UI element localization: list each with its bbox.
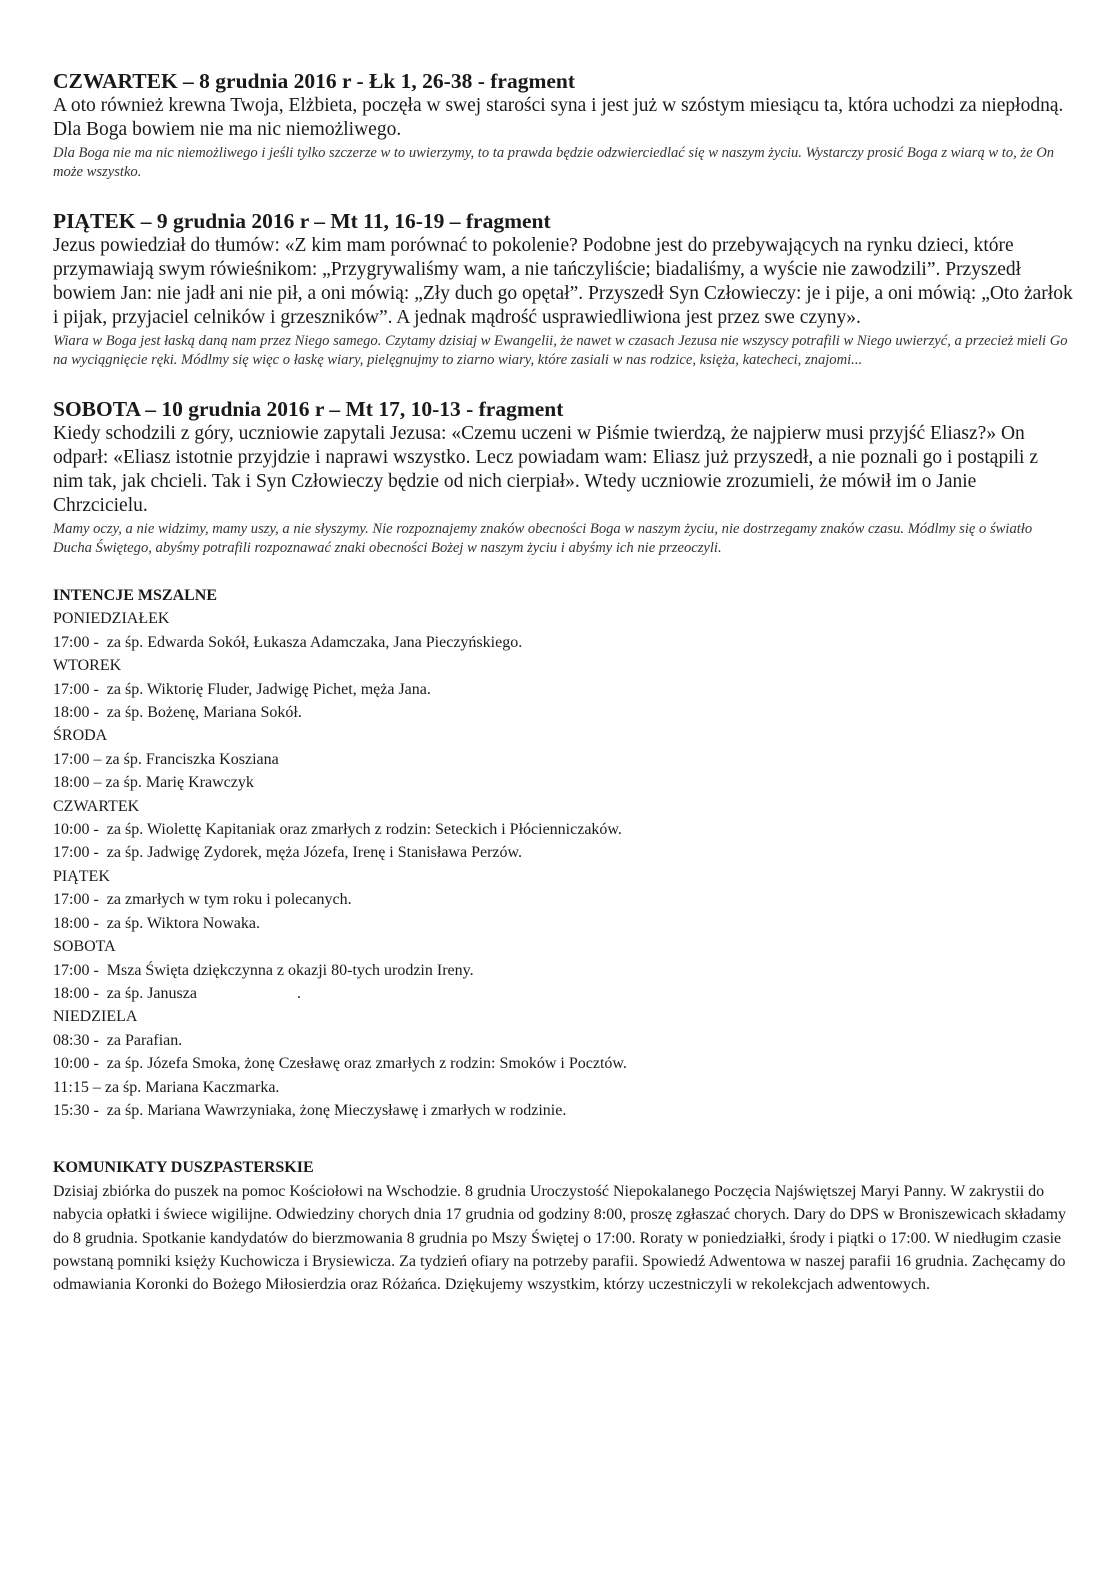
list-item: 08:30 - za Parafian. [53,1031,183,1049]
list-item: PONIEDZIAŁEK [53,610,170,628]
list-item: 18:00 - za śp. Janusza . [53,984,301,1002]
reflection-text: Dla Boga nie ma nic niemożliwego i jeśli tylko szczerze w to uwierzymy, to ta prawda będzie odzwierciedlać się w naszym życiu. Wystarczy prosić Boga z wiarą w to, że On może wszystko. [53,145,1055,180]
list-item: 18:00 - za śp. Bożenę, Mariana Sokół. [53,704,302,722]
list-item: 17:00 – za śp. Franciszka Kosziana [53,750,279,768]
reading-title: PIĄTEK – 9 grudnia 2016 r – Mt 11, 16-19 – fragment [53,209,551,233]
reflection-text: Wiara w Boga jest łaską daną nam przez Niego samego. Czytamy dzisiaj w Ewangelii, że nawet w czasach Jezusa nie wszyscy potrafili w Niego uwierzyć, a przecież mieli Go na wyciągnięcie ręki. Módlmy się więc o łaskę wiary, pielęgnujmy to ziarno wiary, które zasiali w nas rodzice, księża, katecheci, znajomi... [53,333,1068,368]
list-item: 15:30 - za śp. Mariana Wawrzyniaka, żonę Mieczysławę i zmarłych w rodzinie. [53,1101,567,1119]
list-item: PIĄTEK [53,867,110,885]
reading-saturday [53,396,1073,558]
reading-thursday [53,68,1073,182]
list-item: 18:00 – za śp. Marię Krawczyk [53,774,254,792]
list-item: NIEDZIELA [53,1008,138,1026]
mass-intentions-title: INTENCJE MSZALNE [53,587,218,604]
pastoral-announcements [53,1156,1073,1296]
reading-title: SOBOTA – 10 grudnia 2016 r – Mt 17, 10-13 - fragment [53,397,564,421]
reading-friday [53,208,1073,370]
announcements-title: KOMUNIKATY DUSZPASTERSKIE [53,1159,314,1177]
list-item: 17:00 - Msza Święta dziękczynna z okazji 80-tych urodzin Ireny. [53,961,474,979]
reflection-text: Mamy oczy, a nie widzimy, mamy uszy, a nie słyszymy. Nie rozpoznajemy znaków obecności Boga w naszym życiu, nie dostrzegamy znaków czasu. Módlmy się o światło Ducha Świętego, abyśmy potrafili rozpoznawać znaki obecności Bożej w naszym życiu i abyśmy ich nie przeoczyli. [53,521,1033,556]
list-item: SOBOTA [53,938,116,956]
list-item: WTOREK [53,657,122,675]
mass-intentions [53,584,1073,1122]
list-item: 17:00 - za śp. Wiktorię Fluder, Jadwigę Pichet, męża Jana. [53,680,431,698]
list-item: 17:00 - za zmarłych w tym roku i polecanych. [53,891,352,909]
list-item: 10:00 - za śp. Józefa Smoka, żonę Czesławę oraz zmarłych z rodzin: Smoków i Pocztów. [53,1055,627,1073]
reading-title: CZWARTEK – 8 grudnia 2016 r - Łk 1, 26-38 - fragment [53,69,576,93]
gospel-text: Kiedy schodzili z góry, uczniowie zapytali Jezusa: «Czemu uczeni w Piśmie twierdzą, że najpierw musi przyjść Eliasz?» On odparł: «Eliasz istotnie przyjdzie i naprawi wszystko. Lecz powiadam wam: Eliasz już przyszedł, a nie poznali go i postąpili z nim tak, jak chcieli. Tak i Syn Człowieczy będzie od nich cierpiał». Wtedy uczniowie zrozumieli, że mówił im o Janie Chrzcicielu. [53,423,1038,516]
list-item: 10:00 - za śp. Wiolettę Kapitaniak oraz zmarłych z rodzin: Seteckich i Płócienniczaków. [53,821,622,839]
list-item: ŚRODA [53,727,108,745]
list-item: CZWARTEK [53,797,140,815]
gospel-text: Jezus powiedział do tłumów: «Z kim mam porównać to pokolenie? Podobne jest do przebywających na rynku dzieci, które przymawiają swym rówieśnikom: „Przygrywaliśmy wam, a nie tańczyliście; biadaliśmy, a wyście nie zawodzili”. Przyszedł bowiem Jan: nie jadł ani nie pił, a oni mówią: „Zły duch go opętał”. Przyszedł Syn Człowieczy: je i pije, a oni mówią: „Oto żarłok i pijak, przyjaciel celników i grzeszników”. A jednak mądrość usprawiedliwiona jest przez swe czyny». [53,235,1073,328]
gospel-text: A oto również krewna Twoja, Elżbieta, poczęła w swej starości syna i jest już w szóstym miesiącu ta, która uchodzi za niepłodną. Dla Boga bowiem nie ma nic niemożliwego. [53,95,1064,140]
list-item: 17:00 - za śp. Edwarda Sokół, Łukasza Adamczaka, Jana Pieczyńskiego. [53,633,523,651]
bulletin-page [53,68,1073,1297]
list-item: 11:15 – za śp. Mariana Kaczmarka. [53,1078,280,1096]
list-item: 17:00 - za śp. Jadwigę Zydorek, męża Józefa, Irenę i Stanisława Perzów. [53,844,523,862]
list-item: 18:00 - za śp. Wiktora Nowaka. [53,914,261,932]
announcements-text: Dzisiaj zbiórka do puszek na pomoc Kościołowi na Wschodzie. 8 grudnia Uroczystość Niepokalanego Poczęcia Najświętszej Maryi Panny. W zakrystii do nabycia opłatki i świece wigilijne. Odwiedziny chorych dnia 17 grudnia od godziny 8:00, proszę zgłaszać chorych. Dary do DPS w Broniszewicach składamy do 8 grudnia. Spotkanie kandydatów do bierzmowania 8 grudnia po Mszy Świętej o 17:00. Roraty w poniedziałki, środy i piątki o 17:00. W niedługim czasie powstaną pomniki księży Kuchowicza i Brysiewicza. Za tydzień ofiary na potrzeby parafii. Spowiedź Adwentowa w naszej parafii 16 grudnia. Zachęcamy do odmawiania Koronki do Bożego Miłosierdzia oraz Różańca. Dziękujemy wszystkim, którzy uczestniczyli w rekolekcjach adwentowych. [53,1182,1067,1294]
